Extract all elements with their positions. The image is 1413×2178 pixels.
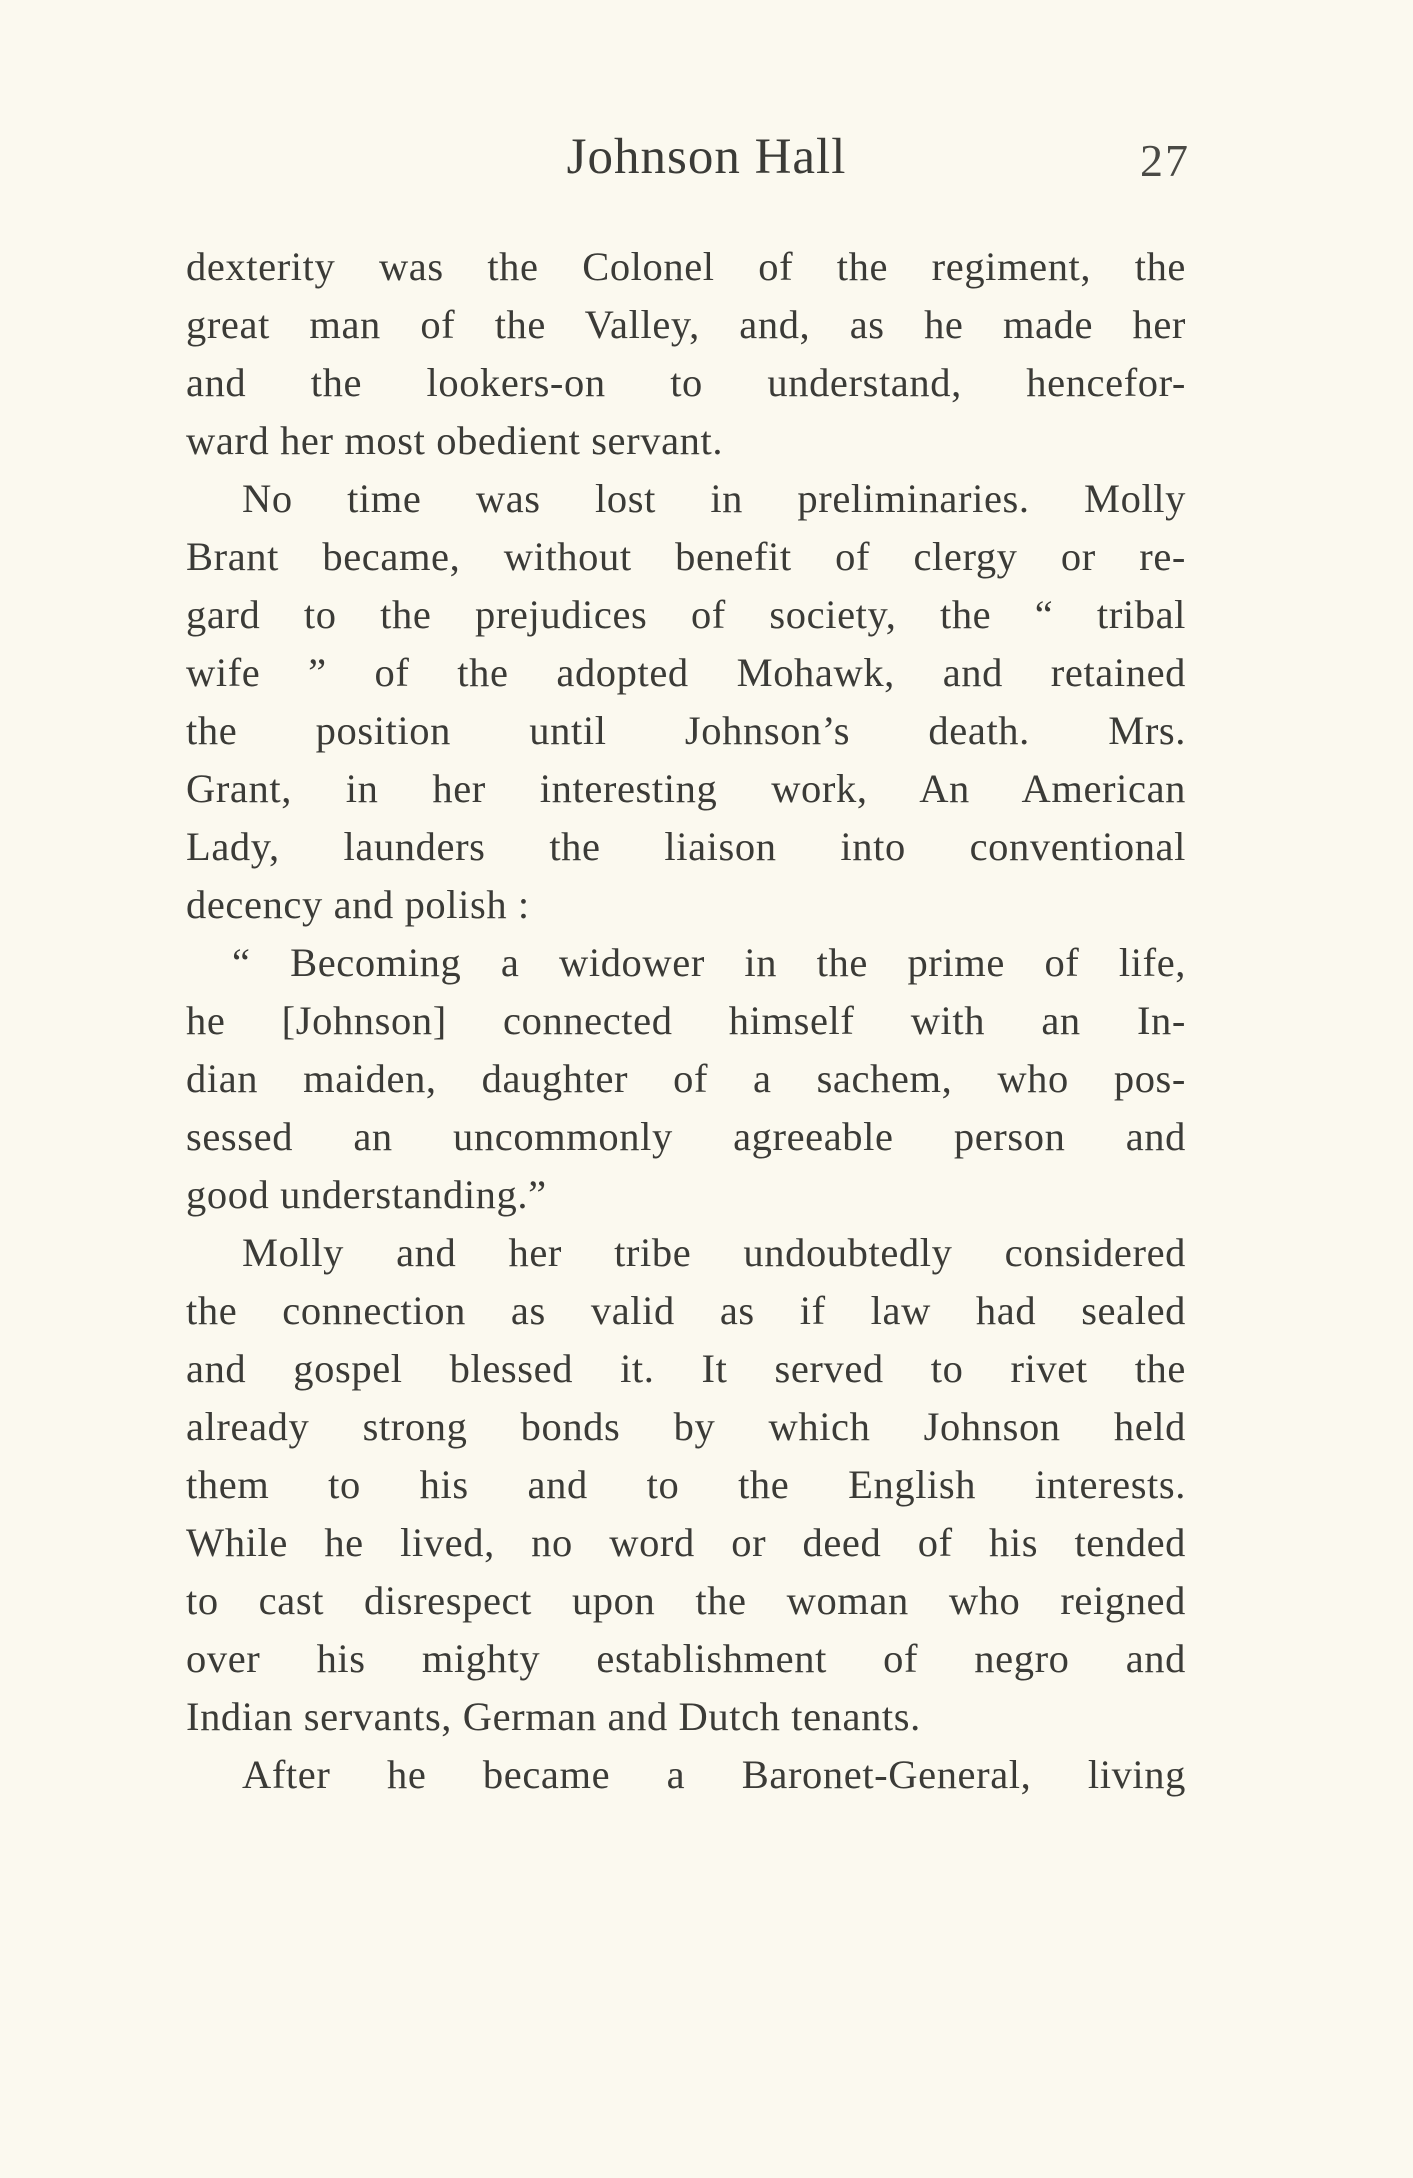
text-line: them to his and to the English interests. <box>186 1462 1186 1507</box>
text-line: and gospel blessed it. It served to rivet the <box>186 1346 1186 1391</box>
text-line: already strong bonds by which Johnson held <box>186 1404 1186 1449</box>
text-line: decency and polish : <box>186 882 530 927</box>
text-line: dexterity was the Colonel of the regiment, the <box>186 244 1186 289</box>
text-line: Indian servants, German and Dutch tenants. <box>186 1694 921 1739</box>
page-number: 27 <box>1140 135 1190 186</box>
text-line: Lady, launders the liaison into conventional <box>186 824 1186 869</box>
text-line: Brant became, without benefit of clergy or re- <box>186 534 1186 579</box>
quote-line: sessed an uncommonly agreeable person and <box>186 1114 1186 1159</box>
text-line: over his mighty establishment of negro and <box>186 1636 1186 1681</box>
text-line: Grant, in her interesting work, An American <box>186 766 1186 811</box>
quote-line: dian maiden, daughter of a sachem, who pos- <box>186 1056 1186 1101</box>
quote-line: he [Johnson] connected himself with an In- <box>186 998 1186 1043</box>
text-line: the position until Johnson’s death. Mrs. <box>186 708 1186 753</box>
quote-start-line: “ Becoming a widower in the prime of life, <box>232 940 1186 985</box>
page-header <box>0 128 1413 198</box>
running-title: Johnson Hall <box>566 129 847 185</box>
text-line: and the lookers-on to understand, hencefor- <box>186 360 1186 405</box>
text-line: gard to the prejudices of society, the “ tribal <box>186 592 1186 637</box>
text-line: ward her most obedient servant. <box>186 418 724 463</box>
text-line: wife ” of the adopted Mohawk, and retained <box>186 650 1186 695</box>
paragraph-start-line: After he became a Baronet-General, living <box>242 1752 1186 1797</box>
text-line: the connection as valid as if law had sealed <box>186 1288 1186 1333</box>
body-text <box>186 238 1186 1804</box>
text-line: to cast disrespect upon the woman who reigned <box>186 1578 1186 1623</box>
paragraph-start-line: No time was lost in preliminaries. Molly <box>242 476 1186 521</box>
quote-line: good understanding.” <box>186 1172 547 1217</box>
text-line: great man of the Valley, and, as he made her <box>186 302 1186 347</box>
text-line: While he lived, no word or deed of his tended <box>186 1520 1186 1565</box>
paragraph-start-line: Molly and her tribe undoubtedly considered <box>242 1230 1186 1275</box>
